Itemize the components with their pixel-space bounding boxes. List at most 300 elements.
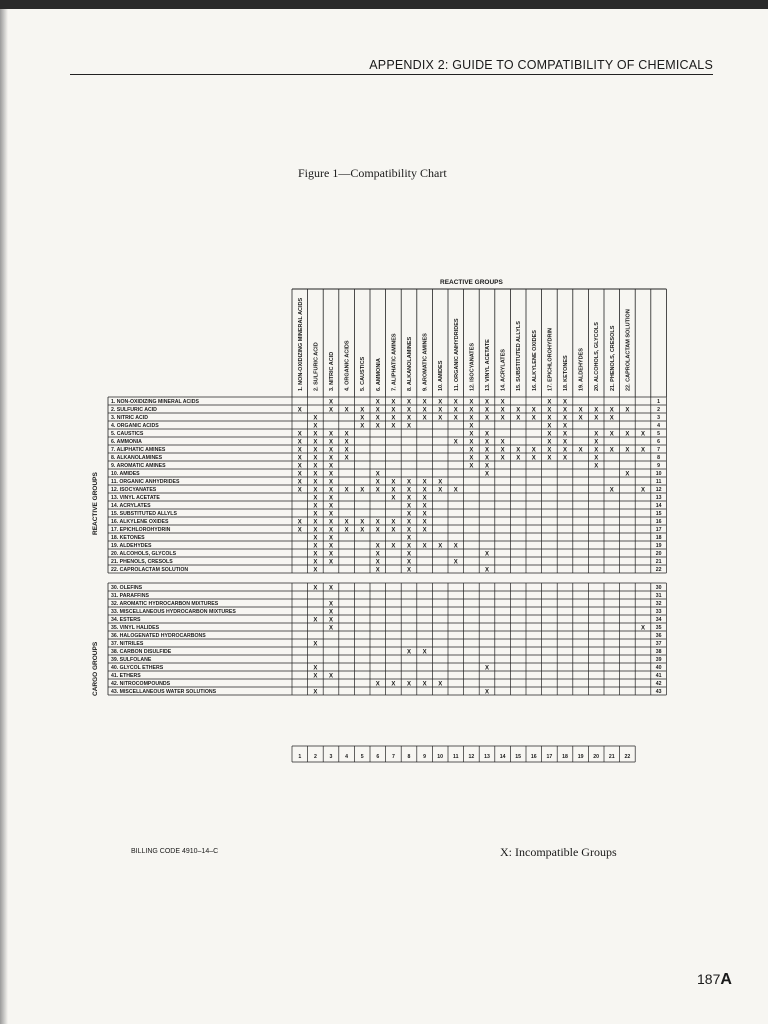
- incompatibility-mark: X: [609, 415, 614, 422]
- incompatibility-mark: X: [313, 463, 318, 470]
- incompatibility-mark: X: [640, 447, 646, 454]
- row-number: 12: [655, 487, 662, 494]
- column-header: 4. ORGANIC ACIDS: [344, 340, 351, 391]
- row-number: 32: [655, 601, 662, 608]
- incompatibility-mark: X: [484, 463, 490, 470]
- incompatibility-mark: X: [313, 535, 318, 542]
- incompatibility-mark: X: [406, 423, 412, 430]
- incompatibility-mark: X: [391, 495, 396, 502]
- row-label: 2. SULFURIC ACID: [111, 407, 157, 414]
- incompatibility-mark: X: [391, 479, 396, 486]
- row-number: 11: [655, 479, 662, 486]
- incompatibility-mark: X: [594, 415, 599, 422]
- incompatibility-mark: X: [547, 415, 552, 422]
- incompatibility-mark: X: [328, 519, 334, 526]
- column-header: 14. ACRYLATES: [500, 349, 507, 391]
- incompatibility-mark: X: [375, 519, 380, 526]
- column-header: 3. NITRIC ACID: [329, 351, 335, 391]
- row-number: 13: [655, 495, 662, 502]
- incompatibility-mark: X: [313, 585, 318, 592]
- row-number: 30: [655, 585, 662, 592]
- incompatibility-mark: X: [406, 487, 412, 494]
- row-label: 40. GLYCOL ETHERS: [111, 665, 164, 672]
- incompatibility-mark: X: [547, 407, 552, 414]
- row-label: 43. MISCELLANEOUS WATER SOLUTIONS: [111, 689, 217, 696]
- incompatibility-mark: X: [391, 423, 396, 430]
- incompatibility-mark: X: [531, 447, 536, 454]
- incompatibility-mark: X: [313, 559, 318, 566]
- incompatibility-mark: X: [328, 625, 334, 632]
- row-number: 3: [657, 415, 661, 422]
- row-label: 3. NITRIC ACID: [111, 415, 148, 422]
- incompatibility-mark: X: [297, 519, 302, 526]
- incompatibility-mark: X: [422, 399, 427, 406]
- incompatibility-mark: X: [422, 519, 427, 526]
- incompatibility-mark: X: [500, 415, 505, 422]
- reactive-groups-side-label: REACTIVE GROUPS: [92, 472, 99, 535]
- incompatibility-mark: X: [469, 423, 474, 430]
- incompatibility-mark: X: [344, 447, 349, 454]
- incompatibility-mark: X: [422, 511, 427, 518]
- incompatibility-mark: X: [438, 407, 443, 414]
- column-number: 22: [624, 754, 631, 760]
- incompatibility-mark: X: [391, 681, 396, 688]
- row-number: 35: [655, 625, 662, 632]
- incompatibility-mark: X: [406, 479, 412, 486]
- incompatibility-mark: X: [391, 407, 396, 414]
- row-label: 4. ORGANIC ACIDS: [111, 423, 159, 430]
- incompatibility-mark: X: [562, 399, 568, 406]
- incompatibility-mark: X: [313, 689, 318, 696]
- incompatibility-mark: X: [375, 415, 380, 422]
- column-number: 1: [298, 754, 302, 760]
- incompatibility-mark: X: [531, 415, 536, 422]
- incompatibility-mark: X: [297, 439, 302, 446]
- row-label: 34. ESTERS: [111, 617, 141, 624]
- row-number: 43: [655, 689, 662, 696]
- incompatibility-mark: X: [375, 551, 380, 558]
- row-number: 39: [655, 657, 662, 664]
- incompatibility-mark: X: [375, 681, 380, 688]
- incompatibility-mark: X: [406, 681, 412, 688]
- incompatibility-mark: X: [609, 407, 614, 414]
- incompatibility-mark: X: [500, 407, 505, 414]
- incompatibility-mark: X: [328, 463, 334, 470]
- incompatibility-mark: X: [313, 673, 318, 680]
- incompatibility-mark: X: [422, 503, 427, 510]
- row-label: 32. AROMATIC HYDROCARBON MIXTURES: [111, 601, 219, 608]
- reactive-groups-heading: REACTIVE GROUPS: [440, 279, 503, 286]
- incompatibility-mark: X: [625, 431, 630, 438]
- incompatibility-mark: X: [484, 567, 490, 574]
- row-label: 31. PARAFFINS: [111, 593, 149, 600]
- incompatibility-mark: X: [313, 471, 318, 478]
- incompatibility-mark: X: [313, 455, 318, 462]
- column-header: 16. ALKYLENE OXIDES: [531, 330, 538, 391]
- incompatibility-mark: X: [500, 447, 505, 454]
- incompatibility-mark: X: [406, 559, 412, 566]
- incompatibility-mark: X: [344, 439, 349, 446]
- incompatibility-mark: X: [562, 455, 568, 462]
- row-number: 21: [655, 559, 662, 566]
- incompatibility-mark: X: [562, 447, 568, 454]
- row-number: 19: [655, 543, 662, 550]
- column-number: 15: [515, 754, 522, 760]
- incompatibility-mark: X: [547, 399, 552, 406]
- incompatibility-mark: X: [313, 431, 318, 438]
- row-number: 16: [655, 519, 662, 526]
- incompatibility-mark: X: [484, 689, 490, 696]
- row-label: 36. HALOGENATED HYDROCARBONS: [111, 633, 206, 640]
- incompatibility-mark: X: [469, 407, 474, 414]
- incompatibility-mark: X: [469, 463, 474, 470]
- incompatibility-mark: X: [453, 407, 458, 414]
- incompatibility-mark: X: [328, 431, 334, 438]
- column-header: 17. EPICHLOROHYDRIN: [547, 328, 554, 391]
- row-label: 18. KETONES: [111, 535, 145, 542]
- row-number: 7: [657, 447, 661, 454]
- incompatibility-mark: X: [313, 617, 318, 624]
- incompatibility-mark: X: [500, 399, 505, 406]
- incompatibility-mark: X: [375, 567, 380, 574]
- incompatibility-mark: X: [547, 447, 552, 454]
- incompatibility-mark: X: [360, 423, 365, 430]
- incompatibility-mark: X: [406, 495, 412, 502]
- incompatibility-mark: X: [469, 399, 474, 406]
- row-number: 41: [655, 673, 662, 680]
- row-number: 4: [657, 423, 661, 430]
- incompatibility-mark: X: [297, 487, 302, 494]
- row-number: 22: [655, 567, 662, 574]
- billing-code: BILLING CODE 4910–14–C: [131, 848, 219, 855]
- row-number: 8: [657, 455, 661, 462]
- row-label: 17. EPICHLOROHYDRIN: [111, 527, 171, 534]
- column-header: 15. SUBSTITUTED ALLYLS: [516, 321, 523, 391]
- page-header-title: APPENDIX 2: GUIDE TO COMPATIBILITY OF CHEMICALS: [369, 58, 713, 72]
- row-label: 41. ETHERS: [111, 673, 141, 680]
- incompatibility-mark: X: [297, 407, 302, 414]
- incompatibility-mark: X: [406, 519, 412, 526]
- row-number: 17: [655, 527, 662, 534]
- incompatibility-mark: X: [344, 407, 349, 414]
- incompatibility-mark: X: [360, 415, 365, 422]
- incompatibility-mark: X: [484, 399, 490, 406]
- incompatibility-mark: X: [313, 447, 318, 454]
- incompatibility-mark: X: [562, 415, 568, 422]
- incompatibility-mark: X: [422, 415, 427, 422]
- column-number: 18: [562, 754, 568, 760]
- incompatibility-mark: X: [297, 455, 302, 462]
- incompatibility-mark: X: [344, 527, 349, 534]
- incompatibility-mark: X: [297, 527, 302, 534]
- row-label: 15. SUBSTITUTED ALLYLS: [111, 511, 177, 518]
- column-number: 5: [360, 754, 364, 760]
- incompatibility-mark: X: [594, 431, 599, 438]
- row-number: 2: [657, 407, 661, 414]
- incompatibility-mark: X: [406, 415, 412, 422]
- column-header: 21. PHENOLS, CRESOLS: [609, 325, 616, 391]
- incompatibility-mark: X: [422, 407, 427, 414]
- row-number: 9: [657, 463, 661, 470]
- incompatibility-mark: X: [313, 641, 318, 648]
- incompatibility-mark: X: [609, 431, 614, 438]
- column-number: 7: [391, 754, 395, 760]
- incompatibility-mark: X: [438, 479, 443, 486]
- incompatibility-mark: X: [422, 681, 427, 688]
- column-number: 11: [453, 754, 459, 760]
- incompatibility-mark: X: [516, 407, 521, 414]
- row-label: 1. NON-OXIDIZING MINERAL ACIDS: [111, 399, 199, 406]
- incompatibility-mark: X: [547, 439, 552, 446]
- incompatibility-mark: X: [531, 407, 536, 414]
- incompatibility-mark: X: [313, 479, 318, 486]
- incompatibility-mark: X: [391, 543, 396, 550]
- incompatibility-mark: X: [328, 439, 334, 446]
- incompatibility-mark: X: [547, 455, 552, 462]
- column-header: 1. NON-OXIDIZING MINERAL ACIDS: [297, 297, 304, 391]
- row-label: 39. SULFOLANE: [111, 657, 152, 664]
- incompatibility-mark: X: [328, 585, 334, 592]
- row-number: 31: [655, 593, 662, 600]
- incompatibility-mark: X: [297, 447, 302, 454]
- incompatibility-mark: X: [313, 543, 318, 550]
- column-header: 5. CAUSTICS: [360, 356, 367, 391]
- incompatibility-mark: X: [422, 527, 427, 534]
- incompatibility-mark: X: [609, 487, 614, 494]
- incompatibility-mark: X: [297, 471, 302, 478]
- incompatibility-mark: X: [422, 495, 427, 502]
- incompatibility-mark: X: [594, 447, 599, 454]
- row-number: 40: [655, 665, 662, 672]
- incompatibility-mark: X: [328, 455, 334, 462]
- incompatibility-mark: X: [484, 415, 490, 422]
- incompatibility-mark: X: [594, 407, 599, 414]
- column-header: 20. ALCOHOLS, GLYCOLS: [594, 322, 601, 391]
- row-label: 12. ISOCYANATES: [111, 487, 157, 494]
- row-label: 20. ALCOHOLS, GLYCOLS: [111, 551, 177, 558]
- incompatibility-mark: X: [453, 439, 458, 446]
- incompatibility-mark: X: [375, 543, 380, 550]
- column-number: 13: [484, 754, 490, 760]
- column-number: 2: [313, 754, 317, 760]
- incompatibility-mark: X: [406, 551, 412, 558]
- incompatibility-mark: X: [469, 439, 474, 446]
- incompatibility-mark: X: [469, 455, 474, 462]
- incompatibility-mark: X: [578, 447, 583, 454]
- incompatibility-mark: X: [484, 471, 490, 478]
- row-number: 36: [655, 633, 662, 640]
- incompatibility-mark: X: [313, 519, 318, 526]
- incompatibility-mark: X: [344, 487, 349, 494]
- incompatibility-mark: X: [375, 487, 380, 494]
- column-header: 18. KETONES: [563, 355, 569, 391]
- row-label: 22. CAPROLACTAM SOLUTION: [111, 567, 189, 574]
- incompatibility-mark: X: [313, 415, 318, 422]
- incompatibility-mark: X: [406, 511, 412, 518]
- page-number-value: 187: [697, 971, 721, 987]
- column-header: 22. CAPROLACTAM SOLUTION: [625, 309, 632, 391]
- column-number: 6: [376, 754, 380, 760]
- incompatibility-mark: X: [406, 543, 412, 550]
- incompatibility-mark: X: [578, 415, 583, 422]
- incompatibility-mark: X: [453, 559, 458, 566]
- incompatibility-mark: X: [453, 543, 458, 550]
- row-number: 15: [655, 511, 662, 518]
- incompatibility-mark: X: [484, 407, 490, 414]
- incompatibility-mark: X: [438, 415, 443, 422]
- incompatibility-mark: X: [344, 519, 349, 526]
- incompatibility-mark: X: [328, 407, 334, 414]
- row-label: 10. AMIDES: [111, 471, 140, 478]
- incompatibility-mark: X: [391, 519, 396, 526]
- incompatibility-mark: X: [484, 551, 490, 558]
- incompatibility-mark: X: [297, 479, 302, 486]
- incompatibility-mark: X: [406, 407, 412, 414]
- column-number: 17: [546, 754, 553, 760]
- incompatibility-mark: X: [484, 439, 490, 446]
- incompatibility-mark: X: [438, 487, 443, 494]
- incompatibility-mark: X: [438, 399, 443, 406]
- row-label: 33. MISCELLANEOUS HYDROCARBON MIXTURES: [111, 609, 236, 616]
- incompatibility-mark: X: [391, 487, 396, 494]
- row-label: 21. PHENOLS, CRESOLS: [111, 559, 173, 566]
- incompatibility-mark: X: [625, 447, 630, 454]
- column-number: 8: [407, 754, 411, 760]
- incompatibility-mark: X: [500, 455, 505, 462]
- column-header: 2. SULFURIC ACID: [313, 342, 320, 391]
- column-header: 12. ISOCYANATES: [469, 343, 476, 391]
- incompatibility-mark: X: [594, 463, 599, 470]
- incompatibility-mark: X: [438, 681, 443, 688]
- incompatibility-mark: X: [375, 559, 380, 566]
- incompatibility-mark: X: [594, 439, 599, 446]
- incompatibility-mark: X: [328, 495, 334, 502]
- incompatibility-mark: X: [360, 527, 365, 534]
- column-number: 10: [437, 754, 444, 760]
- row-label: 5. CAUSTICS: [111, 431, 144, 438]
- incompatibility-mark: X: [391, 415, 396, 422]
- incompatibility-mark: X: [422, 487, 427, 494]
- incompatibility-mark: X: [313, 487, 318, 494]
- incompatibility-mark: X: [406, 535, 412, 542]
- column-number: 12: [468, 754, 475, 760]
- incompatibility-mark: X: [484, 447, 490, 454]
- row-label: 11. ORGANIC ANHYDRIDES: [111, 479, 180, 486]
- incompatibility-mark: X: [406, 567, 412, 574]
- incompatibility-mark: X: [578, 407, 583, 414]
- incompatibility-mark: X: [375, 471, 380, 478]
- incompatibility-mark: X: [422, 649, 427, 656]
- incompatibility-mark: X: [484, 665, 490, 672]
- row-number: 38: [655, 649, 662, 656]
- incompatibility-mark: X: [297, 431, 302, 438]
- incompatibility-mark: X: [328, 551, 334, 558]
- incompatibility-mark: X: [313, 423, 318, 430]
- incompatibility-mark: X: [344, 431, 349, 438]
- column-number: 4: [345, 754, 349, 760]
- incompatibility-mark: X: [375, 527, 380, 534]
- row-label: 19. ALDEHYDES: [111, 543, 152, 550]
- row-label: 38. CARBON DISULFIDE: [111, 649, 172, 656]
- incompatibility-mark: X: [562, 439, 568, 446]
- incompatibility-mark: X: [453, 487, 458, 494]
- page-number: [697, 971, 732, 989]
- incompatibility-mark: X: [516, 415, 521, 422]
- incompatibility-mark: X: [297, 463, 302, 470]
- incompatibility-mark: X: [422, 543, 427, 550]
- incompatibility-mark: X: [360, 407, 365, 414]
- incompatibility-mark: X: [640, 625, 646, 632]
- column-number: 9: [423, 754, 427, 760]
- row-number: 33: [655, 609, 662, 616]
- row-number: 18: [655, 535, 662, 542]
- row-label: 14. ACRYLATES: [111, 503, 151, 510]
- incompatibility-mark: X: [328, 617, 334, 624]
- incompatibility-mark: X: [562, 431, 568, 438]
- incompatibility-mark: X: [313, 439, 318, 446]
- incompatibility-mark: X: [625, 471, 630, 478]
- row-number: 5: [657, 431, 661, 438]
- incompatibility-mark: X: [328, 503, 334, 510]
- page-number-suffix: A: [720, 971, 732, 988]
- incompatibility-mark: X: [313, 665, 318, 672]
- incompatibility-mark: X: [562, 407, 568, 414]
- incompatibility-mark: X: [422, 479, 427, 486]
- incompatibility-mark: X: [375, 407, 380, 414]
- row-number: 6: [657, 439, 661, 446]
- column-number: 20: [593, 754, 600, 760]
- row-number: 14: [655, 503, 662, 510]
- incompatibility-mark: X: [406, 503, 412, 510]
- incompatibility-mark: X: [406, 527, 412, 534]
- incompatibility-mark: X: [328, 609, 334, 616]
- incompatibility-mark: X: [500, 439, 505, 446]
- column-header: 13. VINYL ACETATE: [485, 339, 491, 391]
- figure-title: Figure 1—Compatibility Chart: [298, 166, 447, 180]
- column-header: 6. AMMONIA: [375, 358, 382, 391]
- incompatibility-mark: X: [328, 487, 334, 494]
- incompatibility-mark: X: [328, 673, 334, 680]
- incompatibility-mark: X: [547, 431, 552, 438]
- column-number: 16: [530, 754, 537, 760]
- column-number: 21: [608, 754, 615, 760]
- column-header: 11. ORGANIC ANHYDRIDES: [453, 318, 460, 391]
- incompatibility-mark: X: [547, 423, 552, 430]
- row-number: 10: [655, 471, 662, 478]
- incompatibility-mark: X: [484, 455, 490, 462]
- incompatibility-mark: X: [360, 519, 365, 526]
- incompatibility-mark: X: [453, 415, 458, 422]
- incompatibility-mark: X: [406, 399, 412, 406]
- row-label: 7. ALIPHATIC AMINES: [111, 447, 166, 454]
- row-label: 13. VINYL ACETATE: [111, 495, 160, 502]
- row-label: 35. VINYL HALIDES: [111, 625, 160, 632]
- incompatibility-mark: X: [328, 527, 334, 534]
- row-number: 20: [655, 551, 662, 558]
- incompatibility-mark: X: [609, 447, 614, 454]
- incompatibility-mark: X: [313, 511, 318, 518]
- incompatibility-mark: X: [328, 543, 334, 550]
- incompatibility-mark: X: [328, 559, 334, 566]
- incompatibility-mark: X: [640, 487, 646, 494]
- row-number: 37: [655, 641, 662, 648]
- incompatibility-mark: X: [313, 495, 318, 502]
- incompatibility-mark: X: [516, 447, 521, 454]
- incompatibility-mark: X: [625, 407, 630, 414]
- incompatibility-mark: X: [344, 455, 349, 462]
- row-number: 1: [657, 399, 661, 406]
- incompatibility-mark: X: [469, 431, 474, 438]
